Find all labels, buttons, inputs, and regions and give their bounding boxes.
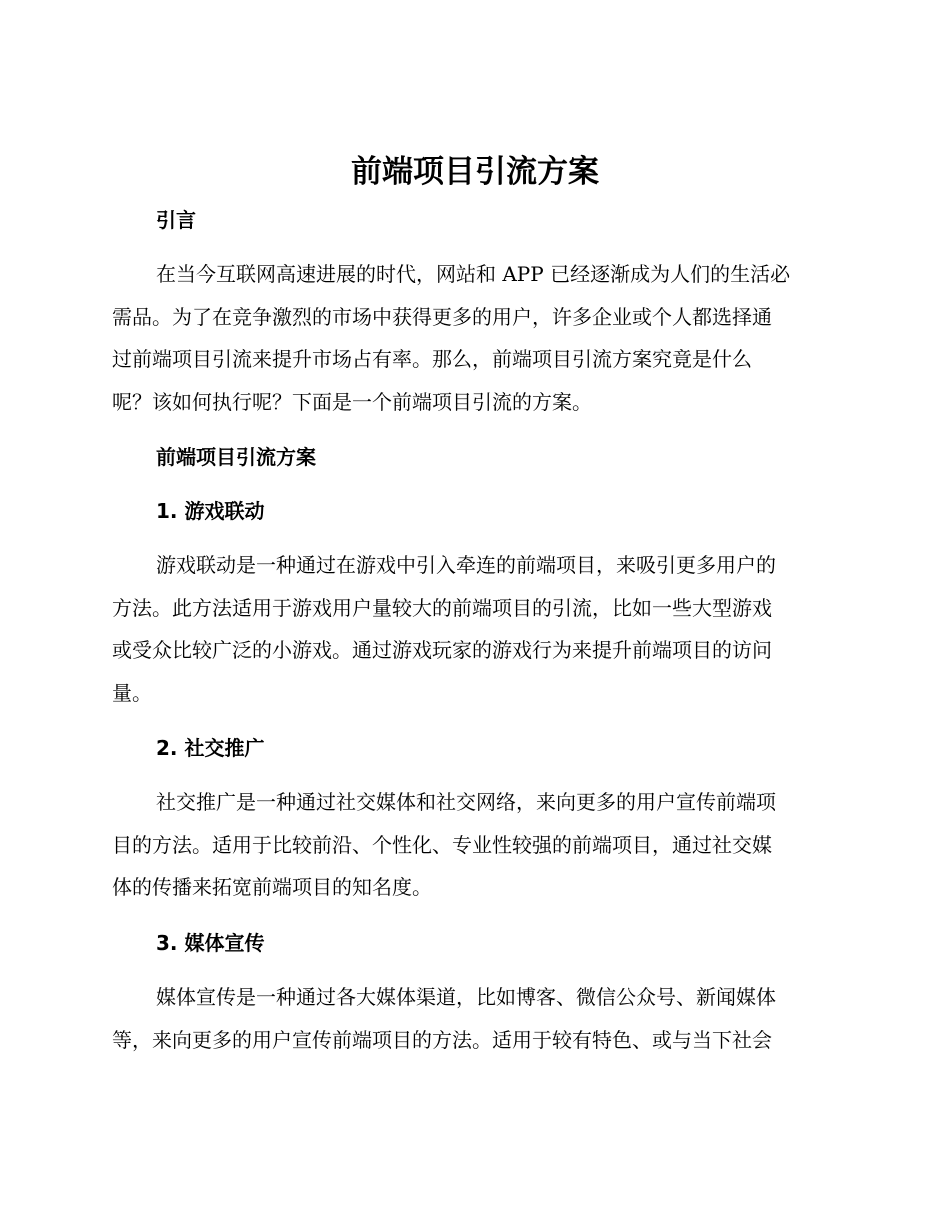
- paragraph-line: 等，来向更多的用户宣传前端项目的方法。适用于较有特色、或与当下社会: [112, 1027, 772, 1052]
- paragraph-line: 过前端项目引流来提升市场占有率。那么，前端项目引流方案究竟是什么: [112, 347, 752, 371]
- section-heading-plan: 前端项目引流方案: [156, 445, 316, 469]
- paragraph-line: 体的传播来拓宽前端项目的知名度。: [112, 875, 432, 899]
- paragraph-line: 在当今互联网高速进展的时代，网站和 APP 已经逐渐成为人们的生活必: [156, 262, 791, 286]
- paragraph-line: 或受众比较广泛的小游戏。通过游戏玩家的游戏行为来提升前端项目的访问: [112, 638, 772, 662]
- section-heading-game-linkage: 1. 游戏联动: [156, 499, 265, 523]
- section-heading-introduction: 引言: [156, 208, 196, 232]
- paragraph-line: 媒体宣传是一种通过各大媒体渠道，比如博客、微信公众号、新闻媒体: [156, 985, 776, 1009]
- paragraph-game-linkage: [112, 544, 842, 714]
- paragraph-media-publicity: [112, 976, 842, 1061]
- paragraph-line: 呢？该如何执行呢？下面是一个前端项目引流的方案。: [112, 389, 592, 414]
- paragraph-line: 游戏联动是一种通过在游戏中引入牵连的前端项目，来吸引更多用户的: [156, 553, 776, 577]
- paragraph-line: 方法。此方法适用于游戏用户量较大的前端项目的引流，比如一些大型游戏: [112, 595, 772, 620]
- paragraph-introduction: [112, 253, 842, 423]
- section-heading-social-promotion: 2. 社交推广: [156, 736, 265, 760]
- paragraph-line: 需品。为了在竞争激烈的市场中获得更多的用户，许多企业或个人都选择通: [112, 304, 772, 329]
- paragraph-line: 社交推广是一种通过社交媒体和社交网络，来向更多的用户宣传前端项: [156, 790, 776, 814]
- paragraph-line: 目的方法。适用于比较前沿、个性化、专业性较强的前端项目，通过社交媒: [112, 832, 772, 857]
- document-title: 前端项目引流方案: [351, 154, 599, 190]
- section-heading-media-publicity: 3. 媒体宣传: [156, 931, 265, 955]
- paragraph-social-promotion: [112, 781, 842, 909]
- paragraph-line: 量。: [112, 680, 152, 705]
